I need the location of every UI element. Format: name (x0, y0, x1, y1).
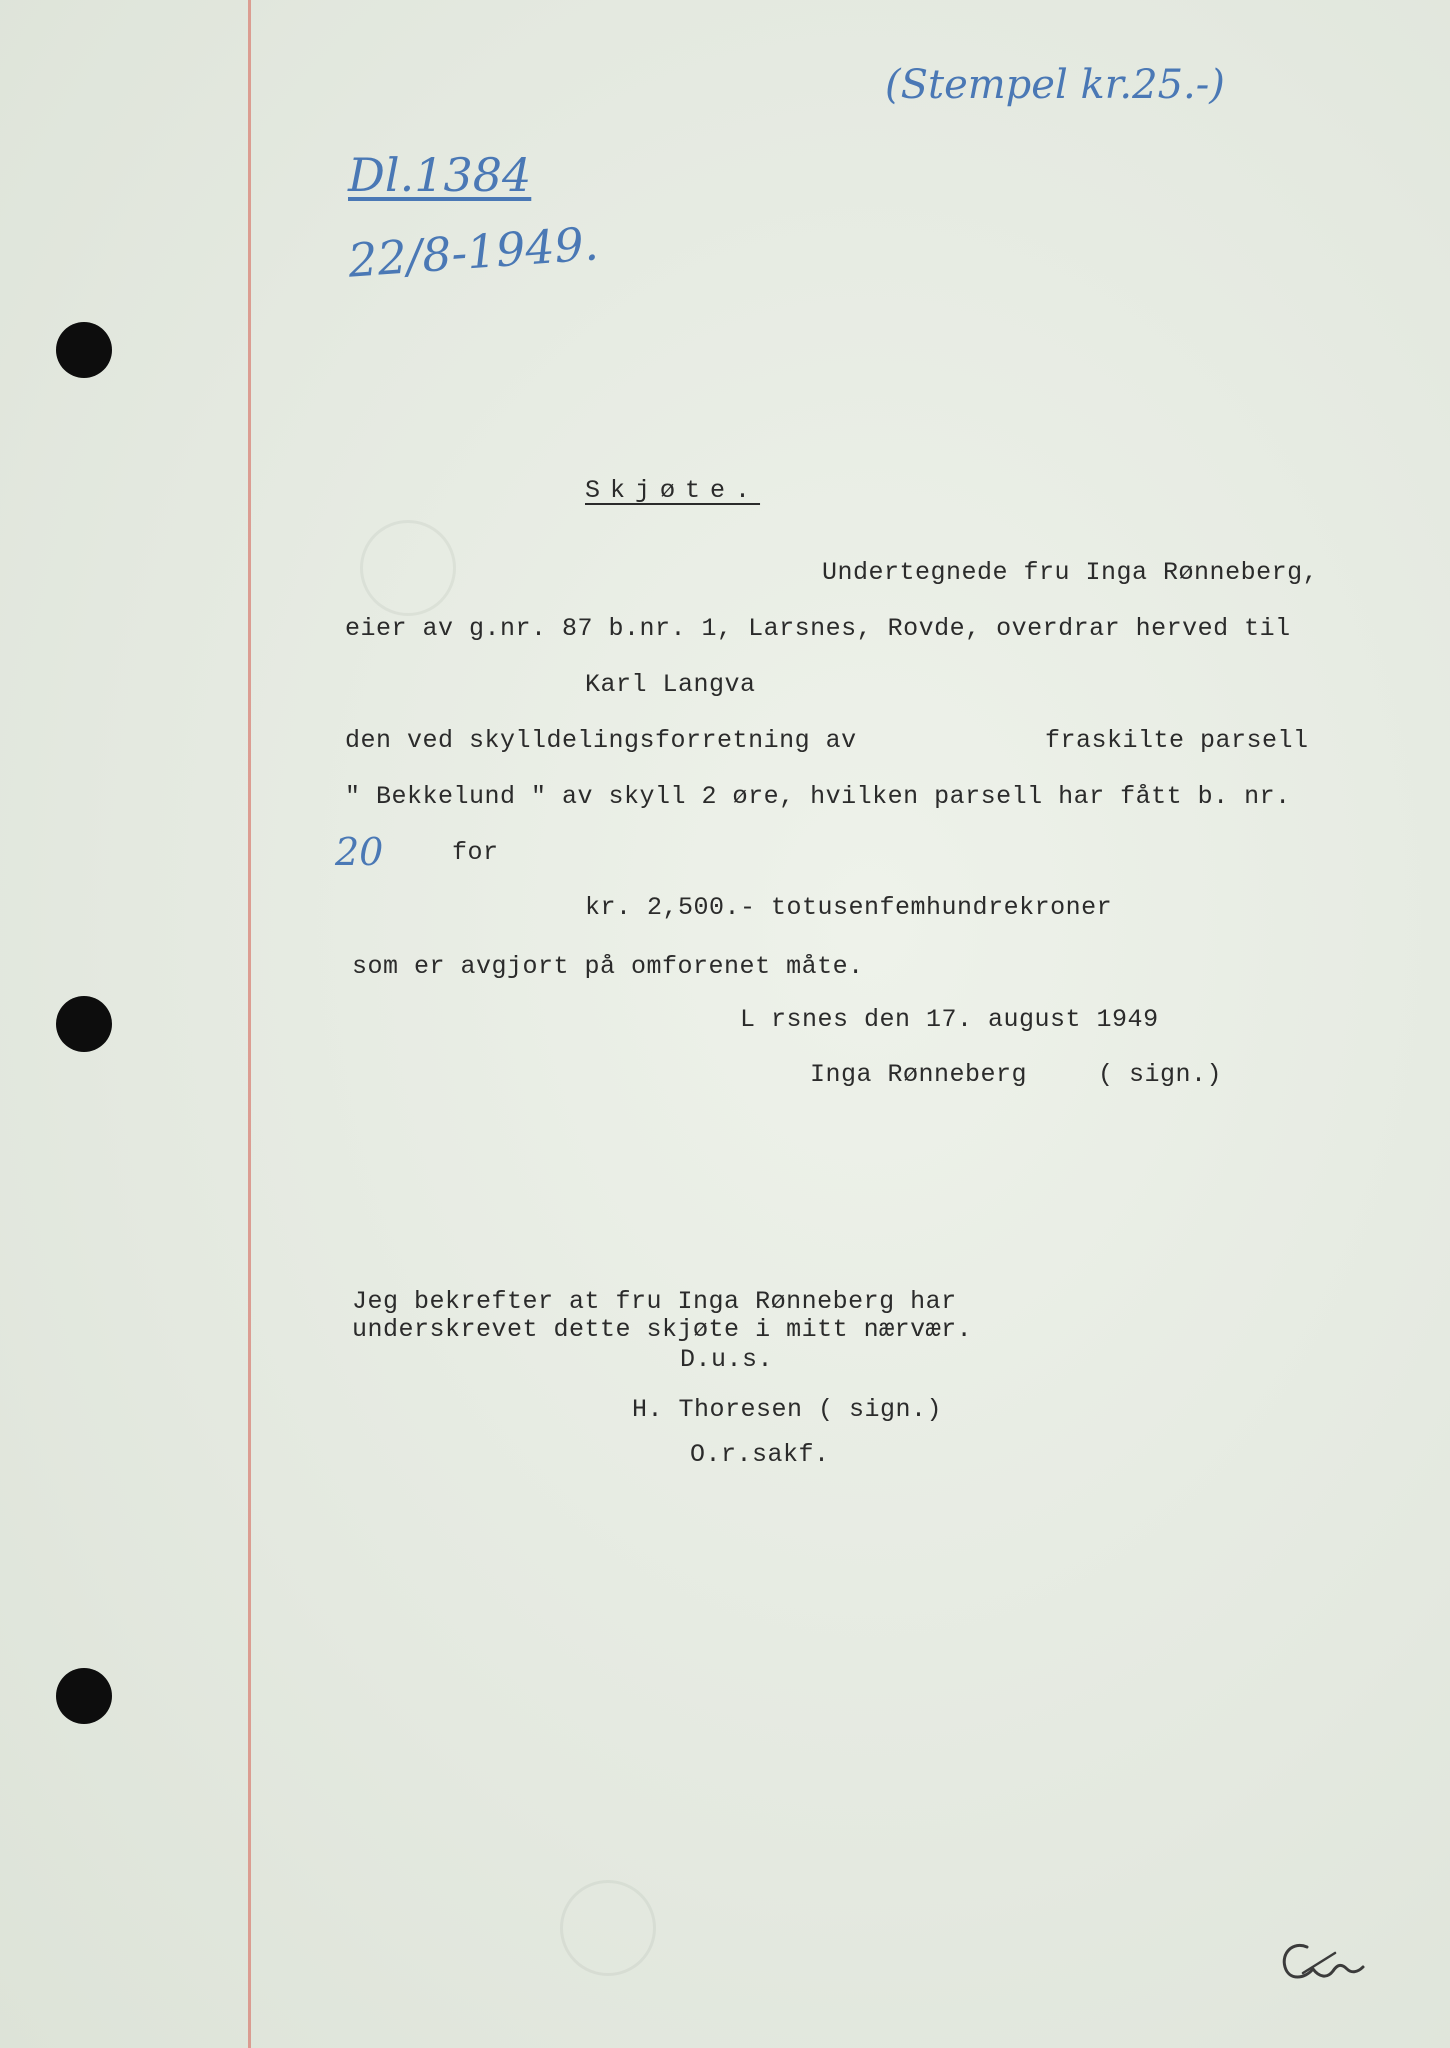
margin-line (248, 0, 251, 2048)
document-title: Skjøte. (585, 476, 761, 505)
deed-line: for (452, 838, 499, 867)
signer-sign-note: ( sign.) (1098, 1060, 1223, 1089)
initials-mark (1275, 1935, 1370, 1990)
punch-hole (56, 1668, 112, 1724)
signer-name: Inga Rønneberg (810, 1060, 1028, 1089)
buyer-name: Karl Langva (585, 670, 756, 699)
deed-line: " Bekkelund " av skyll 2 øre, hvilken parsell har fått b. nr. (345, 782, 1291, 811)
deed-line: den ved skylldelingsforretning av (345, 726, 857, 755)
deed-line: Undertegnede fru Inga Rønneberg, (822, 558, 1319, 587)
handwritten-bnr: 20 (335, 830, 384, 874)
case-number: Dl.1384 (348, 148, 532, 202)
ghost-stamp (360, 520, 456, 616)
witness-line: underskrevet dette skjøte i mitt nærvær. (352, 1315, 973, 1344)
deed-line: fraskilte parsell (1045, 726, 1309, 755)
ghost-stamp (560, 1880, 656, 1976)
witness-title: O.r.sakf. (690, 1440, 830, 1469)
witness-line: Jeg bekrefter at fru Inga Rønneberg har (352, 1287, 957, 1316)
punch-hole (56, 322, 112, 378)
registration-date: 22/8-1949. (346, 216, 601, 288)
stamp-fee-note: (Stempel kr.25.-) (885, 62, 1225, 108)
deed-line: som er avgjort på omforenet måte. (352, 952, 864, 981)
punch-hole (56, 996, 112, 1052)
witness-name: H. Thoresen ( sign.) (632, 1395, 943, 1424)
place-date: L rsnes den 17. august 1949 (740, 1005, 1159, 1034)
witness-line: D.u.s. (680, 1345, 774, 1374)
price-line: kr. 2,500.- totusenfemhundrekroner (585, 893, 1113, 922)
deed-line: eier av g.nr. 87 b.nr. 1, Larsnes, Rovde, overdrar herved til (345, 614, 1291, 643)
